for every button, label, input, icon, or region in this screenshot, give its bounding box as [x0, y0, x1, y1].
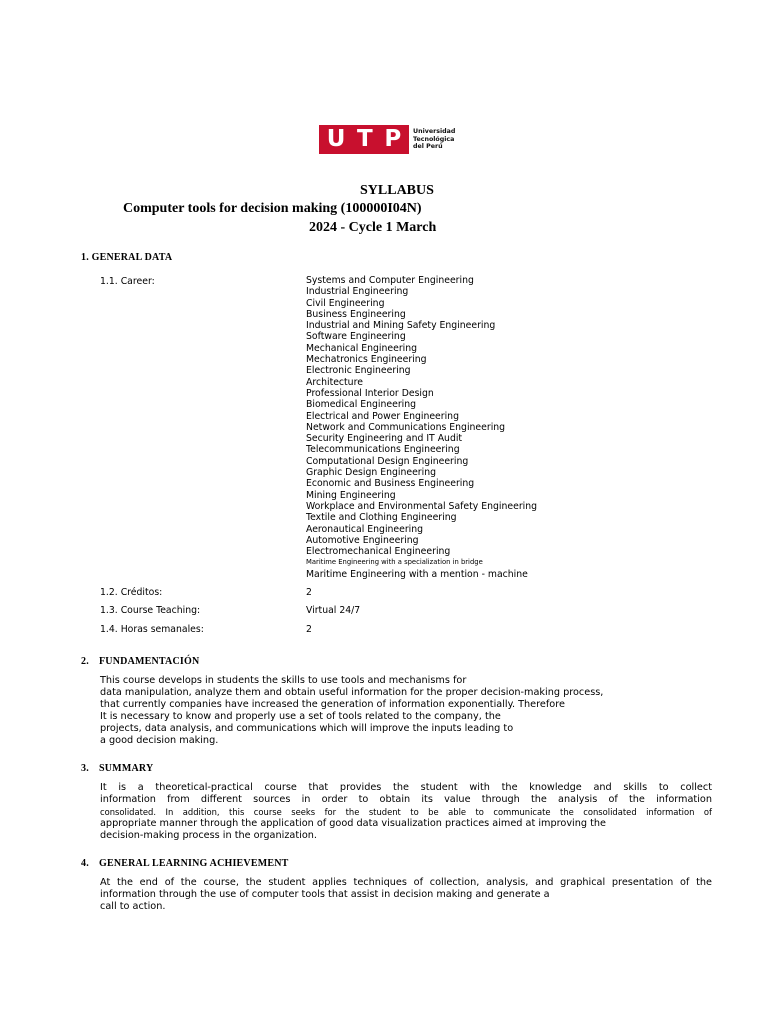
career-item: Electromechanical Engineering: [306, 546, 451, 558]
paragraph-line: At the end of the course, the student applies techniques of collection, analysis, and graphical presentation of the: [100, 877, 712, 888]
hours-label: 1.4. Horas semanales:: [100, 624, 204, 635]
logo-letter-u: U: [326, 126, 346, 152]
career-item: Maritime Engineering with a mention - machine: [306, 568, 528, 580]
career-item: Mechanical Engineering: [306, 342, 418, 354]
paragraph-line: information through the use of computer tools that assist in decision making and generate a: [100, 889, 550, 900]
hours-value: 2: [306, 624, 312, 635]
paragraph-line: appropriate manner through the application of good data visualization practices aimed at improving the: [100, 818, 607, 829]
logo-mark: [319, 125, 409, 154]
paragraph-line: It is necessary to know and properly use a set of tools related to the company, the: [100, 711, 501, 722]
paragraph-line: This course develops in students the skills to use tools and mechanisms for: [100, 675, 467, 686]
career-item: Mining Engineering: [306, 489, 396, 501]
section-2-number: 2.: [81, 656, 89, 667]
document-title: SYLLABUS: [360, 183, 434, 198]
career-item: Architecture: [306, 376, 363, 388]
paragraph-line: that currently companies have increased the generation of information exponentially. Therefore: [100, 699, 565, 710]
logo-line-3: del Perú: [413, 143, 443, 151]
paragraph-line: projects, data analysis, and communications which will improve the inputs leading to: [100, 723, 514, 734]
career-item: Telecommunications Engineering: [306, 444, 460, 456]
section-1-heading: 1. GENERAL DATA: [81, 252, 173, 263]
career-item: Business Engineering: [306, 308, 406, 320]
section-3-number: 3.: [81, 763, 89, 774]
section-2-heading: FUNDAMENTACIÓN: [99, 656, 200, 667]
utp-logo: [319, 125, 455, 154]
cycle-title: 2024 - Cycle 1 March: [309, 220, 437, 235]
career-item: Network and Communications Engineering: [306, 421, 506, 433]
logo-line-1: Universidad: [413, 128, 456, 136]
career-item: Computational Design Engineering: [306, 455, 469, 467]
logo-letter-p: P: [384, 126, 402, 152]
career-item: Industrial and Mining Safety Engineering: [306, 320, 496, 332]
logo-line-2: Tecnológica: [413, 135, 455, 143]
section-4-number: 4.: [81, 858, 89, 869]
career-item: Electrical and Power Engineering: [306, 410, 459, 422]
career-label: 1.1. Career:: [100, 276, 155, 287]
section-4-heading: GENERAL LEARNING ACHIEVEMENT: [99, 858, 289, 869]
career-item: Mechatronics Engineering: [306, 354, 427, 366]
paragraph-line: data manipulation, analyze them and obtain useful information for the proper decision-making process,: [100, 687, 604, 698]
section-3-heading: SUMMARY: [99, 763, 154, 774]
career-item: Aeronautical Engineering: [306, 523, 424, 535]
career-item: Maritime Engineering with a specialization in bridge: [306, 558, 483, 567]
credits-label: 1.2. Créditos:: [100, 587, 163, 598]
section-4-body: [100, 877, 712, 913]
career-item: Security Engineering and IT Audit: [306, 433, 463, 445]
paragraph-line: information from different sources in order to obtain its value through the analysis of the information: [100, 794, 712, 805]
paragraph-line: a good decision making.: [100, 735, 219, 746]
career-list: [306, 275, 537, 580]
course-title: Computer tools for decision making (100000I04N): [123, 201, 422, 216]
paragraph-line: decision-making process in the organization.: [100, 830, 317, 841]
logo-letter-t: T: [357, 126, 373, 152]
career-item: Systems and Computer Engineering: [306, 275, 474, 286]
career-item: Economic and Business Engineering: [306, 478, 475, 490]
career-item: Civil Engineering: [306, 297, 385, 309]
paragraph-line: It is a theoretical-practical course that provides the student with the knowledge and skills to collect: [100, 782, 712, 793]
teaching-label: 1.3. Course Teaching:: [100, 605, 201, 616]
career-item: Graphic Design Engineering: [306, 467, 437, 479]
career-item: Software Engineering: [306, 331, 406, 343]
credits-value: 2: [306, 587, 312, 598]
paragraph-line: consolidated. In addition, this course seeks for the student to be able to communicate the consolidated information of: [100, 807, 712, 817]
teaching-value: Virtual 24/7: [306, 605, 361, 616]
career-item: Industrial Engineering: [306, 286, 409, 298]
career-item: Professional Interior Design: [306, 387, 434, 399]
section-3-body: [100, 782, 712, 842]
career-item: Workplace and Environmental Safety Engineering: [306, 500, 538, 512]
career-item: Automotive Engineering: [306, 534, 419, 546]
paragraph-line: call to action.: [100, 901, 166, 912]
career-item: Biomedical Engineering: [306, 399, 417, 411]
career-item: Textile and Clothing Engineering: [306, 512, 457, 524]
logo-wordmark: [413, 128, 455, 151]
career-item: Electronic Engineering: [306, 365, 411, 377]
section-2-body: [100, 675, 712, 747]
